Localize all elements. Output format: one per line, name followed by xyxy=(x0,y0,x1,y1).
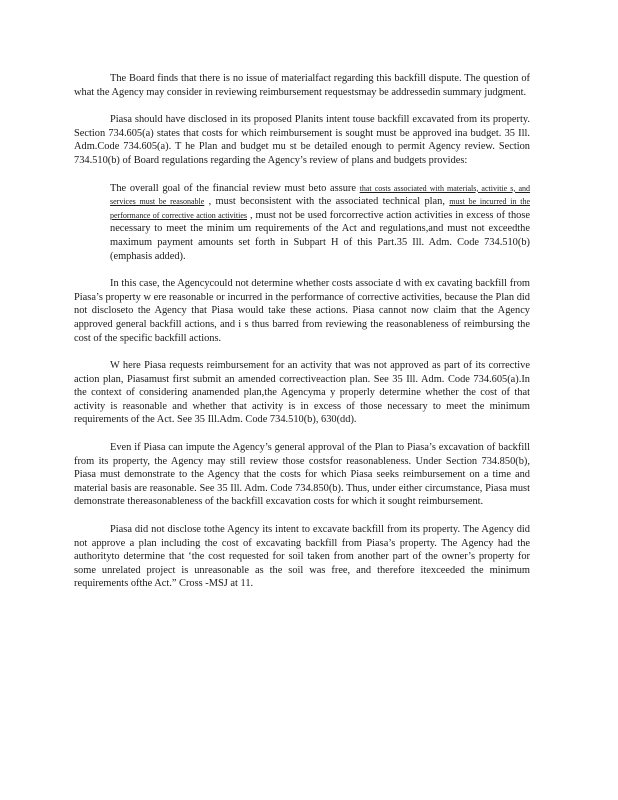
paragraph-4: W here Piasa requests reimbursement for an activity that was not approved as part of its corrective action plan, Piasamust first submit an amended correctiveaction plan. See 35 Ill. Adm. Code 734.605(a).In the context of considering anamended plan,the Agencyma y properly determine whether the cost of that activity is reasonable and whether that activity is in excess of those necessary to meet the minimum requirements of the Act. See 35 Ill.Adm. Code 734.510(b), 630(dd). xyxy=(74,360,530,426)
quote-part-3: , must not be used forcorrective action activities in excess of those necessary to meet the minim um requirements of the Act and regulations,and must not exceedthe maximum payment amounts set forth in Subpart H of this Part.35 Ill. Adm. Code 734.510(b) (emphasis added). xyxy=(110,209,530,262)
paragraph-6: Piasa did not disclose tothe Agency its intent to excavate backfill from its property. The Agency did not approve a plan including the cost of excavating backfill from Piasa’s property. The Agency had the authorityto determine that ‘the cost requested for soil taken from another part of the owner’s property for some unrelated project is unreasonable as the soil was free, and therefore itexceeded the minimum requirements ofthe Act.” Cross -MSJ at 11. xyxy=(74,524,530,590)
paragraph-5: Even if Piasa can impute the Agency’s general approval of the Plan to Piasa’s excavation of backfill from its property, the Agency may still review those costsfor reasonableness. Under Section 734.850(b), Piasa must demonstrate to the Agency that the costs for which Piasa seeks reimbursement on a time and material basis are reasonable. See 35 Ill. Adm. Code 734.850(b). Thus, under either circumstance, Piasa must demonstrate thereasonableness of the backfill excavation costs for which it sought reimbursement. xyxy=(74,442,530,508)
document-page xyxy=(74,72,530,605)
paragraph-3: In this case, the Agencycould not determine whether costs associate d with ex cavating backfill from Piasa’s property w ere reasonable or incurred in the performance of corrective activities, because the Plan did not discloseto the Agency that Piasa would take these actions. Piasa cannot now claim that the Agency approved general backfill actions, and i s thus barred from reviewing the reasonableness of reimbursing the cost of the specific backfill actions. xyxy=(74,278,530,344)
paragraph-2: Piasa should have disclosed in its proposed Planits intent touse backfill excavated from its property. Section 734.605(a) states that costs for which reimbursement is sought must be approved ina budget. 35 Ill. Adm.Code 734.605(a). T he Plan and budget mu st be detailed enough to permit Agency review. Section 734.510(b) of Board regulations regarding the Agency’s review of plans and budgets provides: xyxy=(74,114,530,166)
quote-underline-2: must be incurred in the performance of corrective action activities xyxy=(110,197,530,220)
paragraph-1: The Board finds that there is no issue of materialfact regarding this backfill dispute. The question of what the Agency may consider in reviewing reimbursement requestsmay be addressedin summary judgment. xyxy=(74,73,530,98)
quote-part-1: The overall goal of the financial review must beto assure xyxy=(110,182,360,194)
quote-underline-1: that costs associated with materials, activitie s, and services must be reasonable xyxy=(110,183,530,207)
quote-part-2: , must beconsistent with the associated technical plan, xyxy=(204,196,450,208)
block-quote xyxy=(110,182,530,264)
